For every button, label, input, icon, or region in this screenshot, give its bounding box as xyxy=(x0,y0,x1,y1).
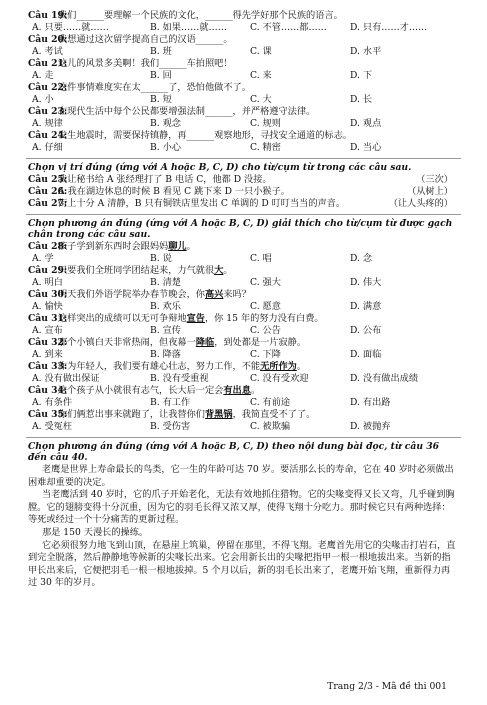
question-number: Câu 31: xyxy=(28,312,68,324)
question-text: 我想通过这次留学提高自己的汉语______。 xyxy=(58,34,233,45)
underlined-keyword: 有出息 xyxy=(223,384,251,396)
question-text-after: 。 xyxy=(296,360,307,372)
question xyxy=(0,241,487,253)
answer-option: C. 大 xyxy=(250,94,272,105)
question xyxy=(0,265,487,277)
question-number: Câu 25: xyxy=(28,173,68,185)
question xyxy=(0,337,487,349)
question-text: 这儿的风景多美啊！我们______车拍照吧！ xyxy=(58,58,233,69)
answer-option: C. 被欺骗 xyxy=(250,420,291,432)
question-text-before: 只要我们全班同学团结起来，力气就很 xyxy=(58,264,215,276)
answer-option: B. 说 xyxy=(150,252,172,264)
passage-paragraph: 老鹰是世界上寿命最长的鸟类，它一生的年龄可达 70 岁。要活那么长的寿命，它在 40 岁时必须做出困难却重要的决定。 xyxy=(28,463,454,488)
answer-option: D. 有出路 xyxy=(350,396,391,408)
answer-option: B. 宣传 xyxy=(150,324,181,336)
question-text xyxy=(58,241,196,253)
answer-option: B. 观念 xyxy=(150,118,181,129)
question xyxy=(0,106,487,118)
question xyxy=(0,186,487,198)
answer-option: B. 有工作 xyxy=(150,396,191,408)
question-text-after: ，我简直受不了了。 xyxy=(232,408,316,420)
reading-passage xyxy=(0,464,487,590)
answer-option: B. 受伤害 xyxy=(150,420,191,432)
question-text xyxy=(58,313,324,325)
answer-option: B. 短 xyxy=(150,94,172,105)
passage-paragraph: 当老鹰活到 40 岁时，它的爪子开始老化，无法有效地抓住猎物。它的尖喙变得又长又弯，几乎碰到胸膛。它的翅膀变得十分沉重，因为它的羽毛长得又浓又厚，使得飞翔十分吃力。那时候它只有两种选择：等死或经过一个十分痛苦的更新过程。 xyxy=(28,489,455,526)
answer-option: B. 如果……就…… xyxy=(150,22,227,33)
answer-option: A. 只要……就…… xyxy=(32,22,109,33)
question xyxy=(0,34,487,46)
underlined-keyword: 大 xyxy=(214,264,224,276)
answer-option: A. 考试 xyxy=(32,46,63,57)
answer-option: D. 当心 xyxy=(350,142,382,153)
question-text-before: 那个小镇白天非常热闹，但夜幕一 xyxy=(58,336,196,348)
answer-option: D. 念 xyxy=(350,252,373,264)
answer-option: D. 满意 xyxy=(350,300,382,312)
question xyxy=(0,313,487,325)
section-divider xyxy=(26,158,461,159)
options-row xyxy=(0,325,487,337)
answer-option: C. 下降 xyxy=(250,348,281,360)
options-row xyxy=(0,253,487,265)
answer-option: A. 愉快 xyxy=(32,300,63,312)
question-number: Câu 22: xyxy=(28,82,68,93)
answer-option: A. 仔细 xyxy=(32,142,63,153)
question-text xyxy=(58,385,260,397)
question-text-after: 。 xyxy=(186,240,196,252)
question xyxy=(0,174,487,186)
options-row xyxy=(0,70,487,82)
answer-option: A. 有条件 xyxy=(32,396,73,408)
page-footer: Trang 2/3 - Mã đề thi 001 xyxy=(327,681,447,693)
options-row xyxy=(0,142,487,154)
options-row xyxy=(0,46,487,58)
question-text xyxy=(58,337,306,349)
answer-option: D. 伟大 xyxy=(350,276,382,288)
question-number: Câu 23: xyxy=(28,106,68,117)
options-row xyxy=(0,349,487,361)
answer-option: C. 唱 xyxy=(250,252,272,264)
question-text-after: 。 xyxy=(250,384,261,396)
answer-option: A. 受冤枉 xyxy=(32,420,73,432)
question-number: Câu 33: xyxy=(28,360,68,372)
answer-option: B. 欢乐 xyxy=(150,300,181,312)
answer-option: D. 长 xyxy=(350,94,373,105)
question-text-after: ，到处都是一片寂静。 xyxy=(214,336,307,348)
underlined-keyword: 聊儿 xyxy=(168,240,187,252)
answer-option: B. 降落 xyxy=(150,348,181,360)
question-number: Câu 34: xyxy=(28,384,68,396)
answer-option: D. 被抛弃 xyxy=(350,420,391,432)
underlined-keyword: 背黑锅 xyxy=(205,408,233,420)
answer-option: B. 没有受重视 xyxy=(150,372,209,384)
question-text: 这件事情难度实在太______了，恐怕他做不了。 xyxy=(58,82,251,93)
question-text-before: 作为年轻人，我们要有雄心壮志，努力工作，不能 xyxy=(58,360,261,372)
answer-option: C. 强大 xyxy=(250,276,281,288)
underlined-keyword: 高兴 xyxy=(205,288,224,300)
question-text: 我们______要理解一个民族的文化，______得先学好那个民族的语言。 xyxy=(58,10,343,21)
options-row xyxy=(0,421,487,433)
question-number: Câu 24: xyxy=(28,130,68,141)
section-position xyxy=(0,174,487,210)
answer-option: D. 下 xyxy=(350,70,373,81)
answer-option: C. 课 xyxy=(250,46,272,57)
question-number: Câu 19: xyxy=(28,10,68,21)
section4-instruction: Chọn phương án đúng (ứng với A hoặc B, C, D) theo nội dung bài đọc, từ câu 36 đến câu 40. xyxy=(28,440,439,464)
answer-option: C. 精密 xyxy=(250,142,281,153)
options-row xyxy=(0,373,487,385)
question-text-before: 这样突出的成绩可以无可争辩地 xyxy=(58,312,187,324)
question-text xyxy=(58,409,315,421)
options-row xyxy=(0,22,487,34)
options-row xyxy=(0,277,487,289)
answer-option: D. 没有做出成绩 xyxy=(350,372,419,384)
answer-option: D. 只有……才…… xyxy=(350,22,428,33)
question-text: 在现代生活中每个公民都要增强法制______，并严格遵守法律。 xyxy=(58,106,316,117)
answer-option: C. 有前途 xyxy=(250,396,291,408)
question-text xyxy=(58,289,251,301)
question-text-after: 。 xyxy=(223,264,233,276)
question-text-after: ，你 15 年的努力没有白费。 xyxy=(205,312,324,324)
answer-option: A. 没有做出保证 xyxy=(32,372,100,384)
question xyxy=(0,289,487,301)
answer-option: A. 明白 xyxy=(32,276,63,288)
question-text xyxy=(58,265,233,277)
question xyxy=(0,130,487,142)
question-text: 街上十分 A 清静，B 只有铜铁店里发出 C 单调的 D 叮叮当当的声音。 xyxy=(58,197,346,209)
section-fill-blank xyxy=(0,10,487,154)
question-number: Câu 30: xyxy=(28,288,68,300)
answer-option: A. 规律 xyxy=(32,118,63,129)
answer-option: A. 宣布 xyxy=(32,324,63,336)
options-row xyxy=(0,94,487,106)
answer-option: D. 公布 xyxy=(350,324,382,336)
question-text: 发生地震时，需要保持镇静，再______观察地形，寻找安全通道的标志。 xyxy=(58,130,352,141)
options-row xyxy=(0,397,487,409)
question-number: Câu 29: xyxy=(28,264,68,276)
answer-option: C. 公告 xyxy=(250,324,281,336)
question-text: A 我在湖边休息的时候 B 看见 C 跳下来 D 一只小猴子。 xyxy=(58,185,290,197)
question-number: Câu 27: xyxy=(28,197,68,209)
question xyxy=(0,385,487,397)
underlined-keyword: 无所作为 xyxy=(260,360,297,372)
answer-option: B. 小心 xyxy=(150,142,181,153)
question-text: 我让秘书给 A 张经理打了 B 电话 C，他都 D 没接。 xyxy=(58,173,272,185)
answer-option: A. 学 xyxy=(32,252,54,264)
question-number: Câu 20: xyxy=(28,34,68,45)
passage-paragraph: 那是 150 天漫长的操练。 xyxy=(42,526,149,538)
question xyxy=(0,82,487,94)
question-number: Câu 21: xyxy=(28,58,68,69)
answer-option: D. 面临 xyxy=(350,348,382,360)
question-number: Câu 35: xyxy=(28,408,68,420)
question-text xyxy=(58,361,306,373)
answer-option: A. 到来 xyxy=(32,348,63,360)
question-number: Câu 26: xyxy=(28,185,68,197)
question-text-before: 明天我们外语学院举办春节晚会，你 xyxy=(58,288,205,300)
section2-instruction: Chọn vị trí đúng (ứng với A hoặc B, C, D) cho từ/cụm từ trong các câu sau. xyxy=(28,162,412,173)
inserted-phrase: （让人头疼的） xyxy=(388,197,453,209)
answer-option: B. 回 xyxy=(150,70,172,81)
answer-option: A. 走 xyxy=(32,70,54,81)
underlined-keyword: 宣告 xyxy=(186,312,205,324)
answer-option: D. 水平 xyxy=(350,46,382,57)
question xyxy=(0,10,487,22)
answer-option: C. 来 xyxy=(250,70,272,81)
section-divider xyxy=(26,437,461,438)
passage-paragraph: 它必须很努力地飞到山顶，在悬崖上筑巢，停留在那里，不得飞翔。老鹰首先用它的尖喙击打岩石，直到完全脱落，然后静静地等候新的尖喙长出来。它会用新长出的尖喙把指甲一根一根地拔出来。当新的指甲长出来后，它便把羽毛一根一根地拔掉。5 个月以后，新的羽毛长出来了，老鹰开始飞翔，重新得力再过 30 年的岁月。 xyxy=(28,539,456,589)
answer-option: C. 没有受欢迎 xyxy=(250,372,309,384)
answer-option: B. 班 xyxy=(150,46,172,57)
question xyxy=(0,198,487,210)
underlined-keyword: 降临 xyxy=(195,336,215,348)
answer-option: C. 规则 xyxy=(250,118,281,129)
question-number: Câu 28: xyxy=(28,240,68,252)
question-text-after: 来吗？ xyxy=(223,288,251,300)
answer-option: A. 小 xyxy=(32,94,54,105)
question-text-before: 孩子学到新东西时会跟妈妈 xyxy=(58,240,169,252)
options-row xyxy=(0,301,487,313)
question xyxy=(0,58,487,70)
question xyxy=(0,409,487,421)
question-text-before: 你们俩惹出事来就跑了，让我替你们 xyxy=(58,408,205,420)
question-text-before: 这个孩子从小就很有志气，长大后一定会 xyxy=(58,384,224,396)
section-synonym xyxy=(0,241,487,433)
options-row xyxy=(0,118,487,130)
question-number: Câu 32: xyxy=(28,336,68,348)
inserted-phrase: （从树上） xyxy=(407,185,453,197)
answer-option: D. 观点 xyxy=(350,118,382,129)
inserted-phrase: （三次） xyxy=(416,173,453,185)
section-divider xyxy=(26,214,461,215)
question xyxy=(0,361,487,373)
answer-option: C. 愿意 xyxy=(250,300,281,312)
answer-option: C. 不管……都…… xyxy=(250,22,327,33)
answer-option: B. 清楚 xyxy=(150,276,181,288)
section3-instruction: Chọn phương án đúng (ứng với A hoặc B, C, D) giải thích cho từ/cụm từ được gạch chân trong các câu sau. xyxy=(28,217,453,241)
